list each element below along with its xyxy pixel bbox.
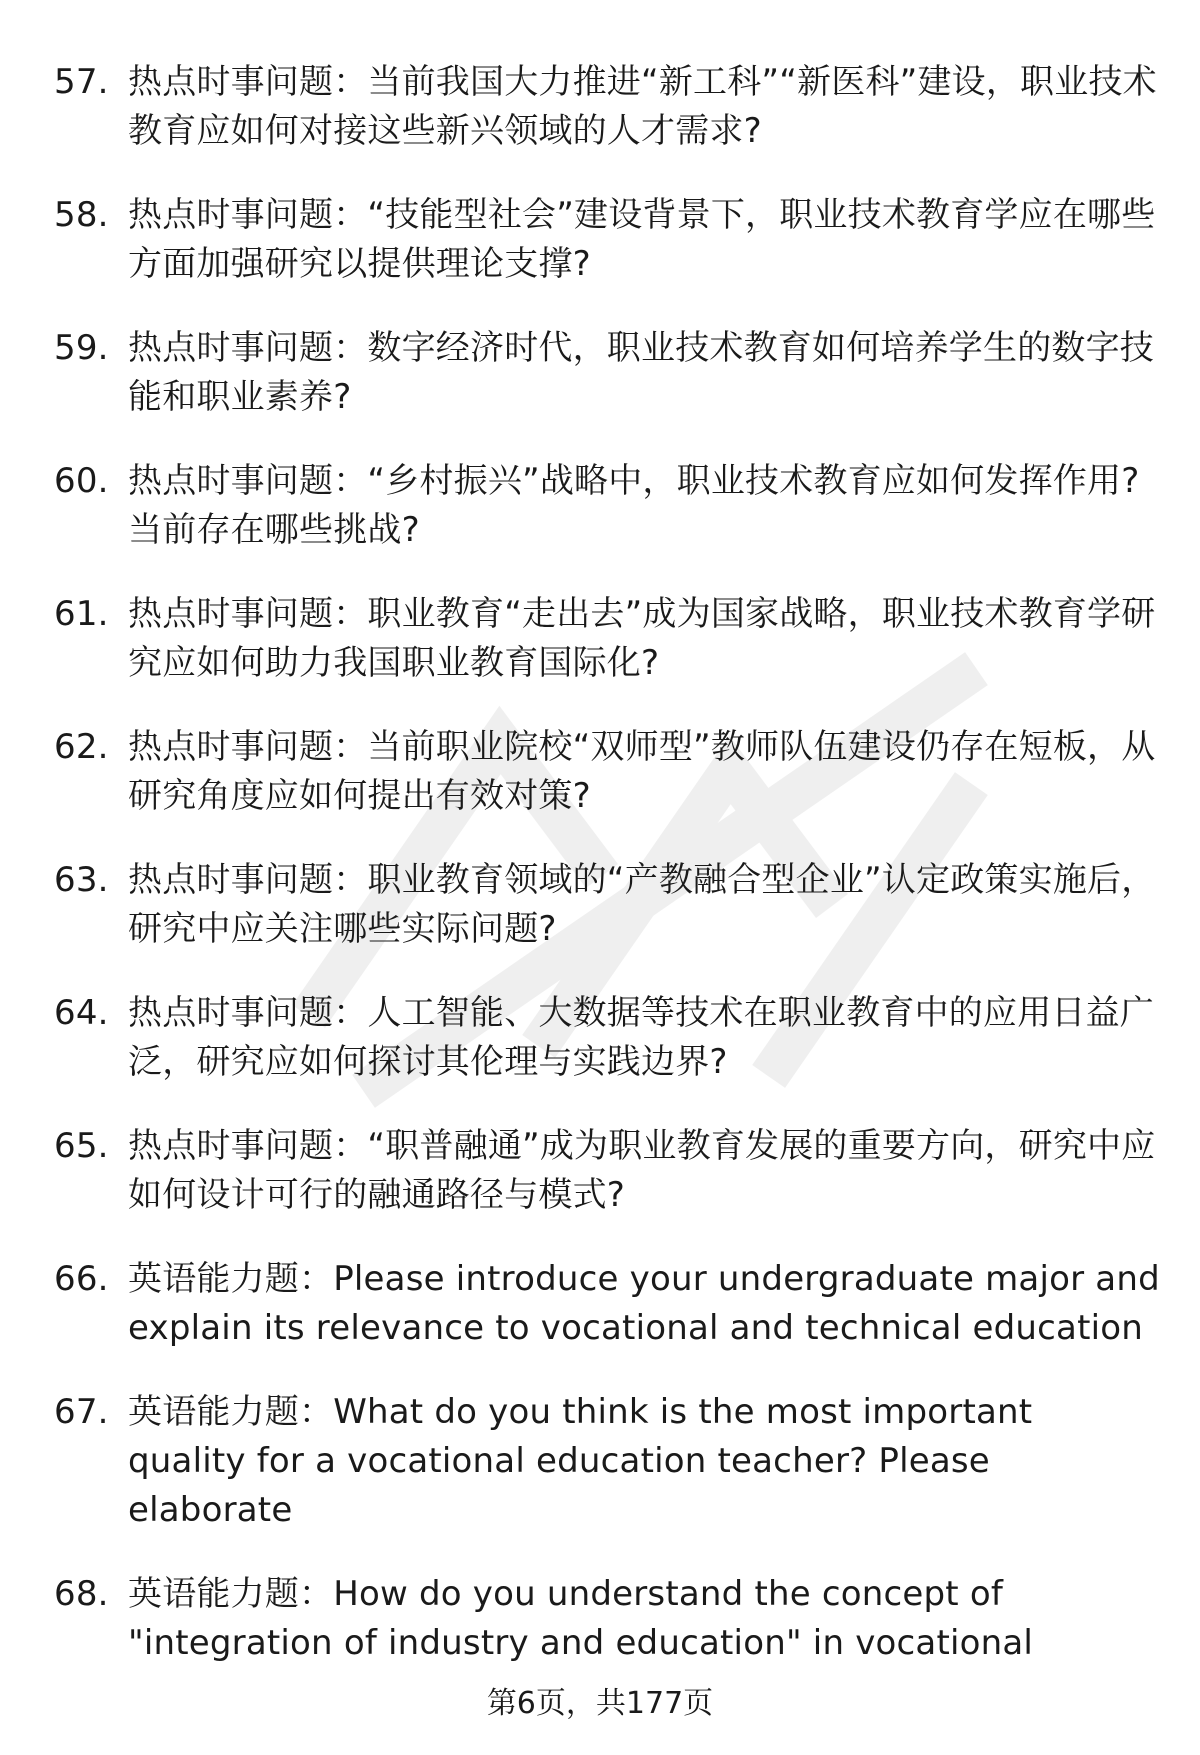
question-text: Please introduce your undergraduate major and explain its relevance to vocational and technical education bbox=[128, 1259, 1160, 1348]
question-text: 职业教育领域的“产教融合型企业”认定政策实施后，研究中应关注哪些实际问题? bbox=[128, 860, 1156, 949]
question-category: 热点时事问题： bbox=[128, 860, 368, 900]
question-number: 60. bbox=[54, 461, 109, 501]
question-number: 62. bbox=[54, 727, 109, 767]
question-category: 热点时事问题： bbox=[128, 993, 368, 1033]
question-item bbox=[0, 324, 1200, 422]
question-text: What do you think is the most important quality for a vocational education teacher? Please elaborate bbox=[128, 1392, 1033, 1530]
question-category: 英语能力题： bbox=[128, 1392, 334, 1432]
question-number: 59. bbox=[54, 328, 109, 368]
question-category: 热点时事问题： bbox=[128, 195, 368, 235]
question-text: “乡村振兴”战略中，职业技术教育应如何发挥作用? 当前存在哪些挑战? bbox=[128, 461, 1140, 550]
question-category: 热点时事问题： bbox=[128, 461, 368, 501]
question-item bbox=[0, 590, 1200, 688]
question-category: 热点时事问题： bbox=[128, 328, 368, 368]
question-item bbox=[0, 989, 1200, 1087]
page-footer bbox=[0, 1684, 1200, 1724]
question-item bbox=[0, 191, 1200, 289]
question-text: How do you understand the concept of "integration of industry and education" in vocational bbox=[128, 1574, 1034, 1663]
question-list bbox=[0, 58, 1200, 1668]
question-item bbox=[0, 723, 1200, 821]
question-item bbox=[0, 58, 1200, 156]
question-number: 67. bbox=[54, 1392, 109, 1432]
question-number: 61. bbox=[54, 594, 109, 634]
question-number: 63. bbox=[54, 860, 109, 900]
question-number: 58. bbox=[54, 195, 109, 235]
question-item bbox=[0, 1388, 1200, 1535]
question-category: 英语能力题： bbox=[128, 1259, 334, 1299]
question-text: 当前职业院校“双师型”教师队伍建设仍存在短板，从研究角度应如何提出有效对策? bbox=[128, 727, 1156, 816]
question-item bbox=[0, 1122, 1200, 1220]
question-category: 热点时事问题： bbox=[128, 1126, 368, 1166]
question-category: 热点时事问题： bbox=[128, 727, 368, 767]
question-text: “技能型社会”建设背景下，职业技术教育学应在哪些方面加强研究以提供理论支撑? bbox=[128, 195, 1156, 284]
question-category: 英语能力题： bbox=[128, 1574, 334, 1614]
question-number: 64. bbox=[54, 993, 109, 1033]
question-item bbox=[0, 457, 1200, 555]
question-category: 热点时事问题： bbox=[128, 594, 368, 634]
question-text: 职业教育“走出去”成为国家战略，职业技术教育学研究应如何助力我国职业教育国际化? bbox=[128, 594, 1156, 683]
question-category: 热点时事问题： bbox=[128, 62, 368, 102]
question-text: 数字经济时代，职业技术教育如何培养学生的数字技能和职业素养? bbox=[128, 328, 1155, 417]
question-item bbox=[0, 856, 1200, 954]
page-number-label: 第6页，共177页 bbox=[486, 1686, 714, 1721]
question-number: 57. bbox=[54, 62, 109, 102]
question-text: “职普融通”成为职业教育发展的重要方向，研究中应如何设计可行的融通路径与模式? bbox=[128, 1126, 1156, 1215]
question-number: 66. bbox=[54, 1259, 109, 1299]
question-text: 当前我国大力推进“新工科”“新医科”建设，职业技术教育应如何对接这些新兴领域的人才需求? bbox=[128, 62, 1157, 151]
question-number: 65. bbox=[54, 1126, 109, 1166]
question-number: 68. bbox=[54, 1574, 109, 1614]
question-item bbox=[0, 1570, 1200, 1668]
question-item bbox=[0, 1255, 1200, 1353]
question-text: 人工智能、大数据等技术在职业教育中的应用日益广泛，研究应如何探讨其伦理与实践边界? bbox=[128, 993, 1155, 1082]
